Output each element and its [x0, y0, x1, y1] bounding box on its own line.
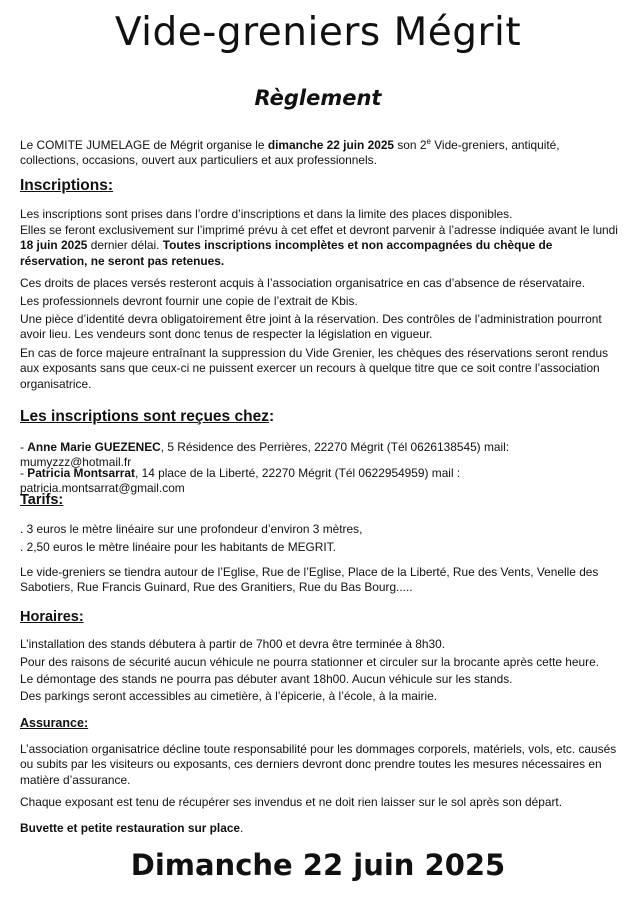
horaires-line: L’installation des stands débutera à partir de 7h00 et devra être terminée à 8h30.: [20, 637, 446, 651]
intro-paragraph: [20, 134, 620, 169]
contact-prefix: -: [20, 440, 28, 454]
intro-text-1: Le COMITE JUMELAGE de Mégrit organise le: [20, 137, 268, 152]
horaires-heading-text: Horaires: [20, 609, 79, 625]
page-subtitle: Règlement: [254, 86, 382, 110]
horaires-heading: [20, 609, 84, 625]
inscriptions-line-6: En cas de force majeure entraînant la suppression du Vide Grenier, les chèques des réservations seront rendus aux exposants sans que ceux-ci ne puissent exercer un recours à quelque titre que ce soit contre l’association organisatrice.: [20, 346, 609, 391]
contacts-heading: [20, 408, 274, 426]
assurance-heading: [20, 716, 88, 730]
contacts-heading-text: Les inscriptions sont reçues chez: [20, 408, 269, 425]
contact-name: Patricia Montsarrat: [27, 466, 135, 480]
assurance-line-2: Chaque exposant est tenu de récupérer ses invendus et ne doit rien laisser sur le sol après son départ.: [20, 795, 563, 809]
inscriptions-line-5: Une pièce d’identité devra obligatoirement être joint à la réservation. Des contrôles de l’administration pourront avoir lieu. Les vendeurs sont donc tenus de respecter la législation en vigueur.: [20, 312, 602, 342]
footer-date: Dimanche 22 juin 2025: [130, 848, 506, 882]
inscriptions-line-2-b: dernier délai.: [87, 238, 163, 253]
contact-item: [20, 466, 620, 497]
intro-text-3: Vide-greniers, antiquité, collections, occasions, ouvert aux particuliers et aux professionnels.: [20, 137, 560, 168]
assurance-heading-colon: :: [83, 716, 89, 730]
inscriptions-line-3: Ces droits de places versés resteront acquis à l’association organisatrice en cas d’absence de réservataire.: [20, 276, 586, 290]
buvette-period: .: [240, 821, 244, 835]
inscriptions-line-1: Les inscriptions sont prises dans l’ordre d’inscriptions et dans la limite des places disponibles.: [20, 207, 513, 221]
contact-details: , 5 Résidence des Perrières, 22270 Mégrit (Tél 0626138545) mail: mumyzzz@hotmail.fr: [20, 440, 510, 470]
contact-prefix: -: [20, 466, 28, 480]
inscriptions-line-2: [20, 223, 620, 269]
buvette-text: Buvette et petite restauration sur place: [20, 821, 241, 835]
horaires-heading-colon: :: [78, 609, 84, 625]
inscriptions-heading: [20, 177, 113, 195]
inscriptions-line-2-a: Elles se feront exclusivement sur l’imprimé prévu à cet effet et devront parvenir à l’adresse indiquée avant le lundi: [20, 223, 618, 237]
horaires-line: Pour des raisons de sécurité aucun véhicule ne pourra stationner et circuler sur la brocante après cette heure.: [20, 655, 600, 669]
tarif-item: . 2,50 euros le mètre linéaire pour les habitants de MEGRIT.: [20, 540, 336, 554]
tarifs-heading-colon: :: [58, 492, 64, 508]
assurance-line-1: L’association organisatrice décline toute responsabilité pour les dommages corporels, matériels, vols, etc. causés ou subits par les visiteurs ou exposants, ces derniers devront donc prendre toutes les mesures nécessaires en matière d’assurance.: [20, 742, 617, 787]
inscriptions-deadline: 18 juin 2025: [20, 238, 88, 253]
tarifs-heading: [20, 492, 63, 508]
inscriptions-heading-colon: :: [107, 177, 114, 194]
tarifs-heading-text: Tarifs: [20, 492, 59, 508]
tarif-item: . 3 euros le mètre linéaire sur une profondeur d’environ 3 mètres,: [20, 522, 363, 536]
contacts-heading-colon: :: [268, 408, 275, 425]
assurance-heading-text: Assurance: [20, 716, 84, 730]
intro-text-2: son 2: [394, 137, 427, 152]
intro-date: dimanche 22 juin 2025: [267, 137, 395, 152]
horaires-line: Le démontage des stands ne pourra pas débuter avant 18h00. Aucun véhicule sur les stands.: [20, 672, 513, 686]
inscriptions-line-4: Les professionnels devront fournir une copie de l’extrait de Kbis.: [20, 294, 358, 308]
contact-details: , 14 place de la Liberté, 22270 Mégrit (Tél 0622954959) mail : patricia.montsarrat@gmail.com: [20, 466, 461, 496]
inscriptions-heading-text: Inscriptions: [20, 177, 108, 194]
buvette-line: [20, 821, 620, 836]
contact-name: Anne Marie GUEZENEC: [27, 440, 161, 454]
inscriptions-warning: Toutes inscriptions incomplètes et non accompagnées du chèque de réservation, ne seront pas retenues.: [20, 238, 553, 268]
horaires-line: Des parkings seront accessibles au cimetière, à l’épicerie, à l’école, à la mairie.: [20, 689, 438, 703]
page-title: Vide-greniers Mégrit: [114, 10, 522, 55]
intro-superscript: e: [426, 137, 431, 146]
location-paragraph: Le vide-greniers se tiendra autour de l’Eglise, Rue de l’Eglise, Place de la Liberté, Rue des Vents, Venelle des Sabotiers, Rue Francis Guinard, Rue des Granitiers, Rue du Bas Bourg.....: [20, 565, 599, 595]
